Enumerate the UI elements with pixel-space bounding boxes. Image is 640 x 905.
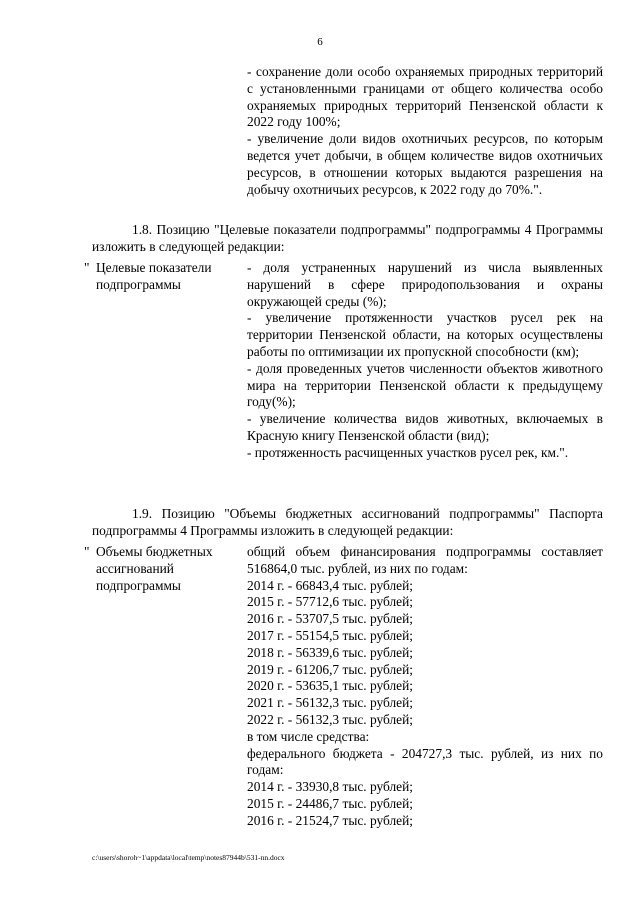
budget-federal: федерального бюджета - 204727,3 тыс. рублей, из них по годам:	[247, 745, 603, 778]
budget-year: 2019 г. - 61206,7 тыс. рублей;	[247, 661, 413, 677]
section-1-9-text: 1.9. Позицию "Объемы бюджетных ассигнований подпрограммы" Паспорта подпрограммы 4 Программы изложить в следующей редакции:	[92, 506, 603, 538]
section-1-9-intro	[92, 506, 603, 540]
target-item: - доля устраненных нарушений из числа выявленных нарушений в сфере природопользования и охраны окружающей среды (%);	[247, 260, 603, 309]
budget-including: в том числе средства:	[247, 728, 370, 744]
section-1-8-intro	[92, 222, 603, 256]
budget-intro: общий объем финансирования подпрограммы составляет 516864,0 тыс. рублей, из них по годам:	[247, 544, 603, 576]
quote-mark: "	[84, 260, 90, 275]
targets-list	[247, 260, 603, 462]
budget-year: 2021 г. - 56132,3 тыс. рублей;	[247, 695, 413, 711]
footer-file-path: c:\users\shoroh~1\appdata\local\temp\notes87944b\531-nn.docx	[92, 853, 285, 862]
top-block	[247, 64, 603, 198]
federal-year: 2015 г. - 24486,7 тыс. рублей;	[247, 795, 413, 811]
federal-year: 2016 г. - 21524,7 тыс. рублей;	[247, 812, 413, 828]
budget-year: 2022 г. - 56132,3 тыс. рублей;	[247, 711, 413, 727]
budget-year: 2018 г. - 56339,6 тыс. рублей;	[247, 644, 413, 660]
targets-label: Целевые показатели подпрограммы	[96, 260, 212, 292]
quote-mark: "	[84, 544, 90, 559]
budget-year: 2016 г. - 53707,5 тыс. рублей;	[247, 611, 413, 627]
budget-year: 2020 г. - 53635,1 тыс. рублей;	[247, 678, 413, 694]
page-number: 6	[317, 36, 323, 48]
target-item: - увеличение количества видов животных, включаемых в Красную книгу Пензенской области (вид);	[247, 411, 603, 443]
top-block-item: - сохранение доли особо охраняемых природных территорий с установленными границами от общего количества особо охраняемых природных территорий Пензенской области к 2022 году 100%;	[247, 64, 603, 130]
budget-year: 2014 г. - 66843,4 тыс. рублей;	[247, 577, 413, 593]
target-item: - протяженность расчищенных участков русел рек, км.".	[247, 444, 569, 460]
budget-list	[247, 544, 603, 830]
target-item: - увеличение протяженности участков русел рек на территории Пензенской области, на которых осуществлены работы по оптимизации их пропускной способности (км);	[247, 310, 603, 359]
target-item: - доля проведенных учетов численности объектов животного мира на территории Пензенской области к предыдущему году(%);	[247, 360, 603, 410]
section-1-8-text: 1.8. Позицию "Целевые показатели подпрограммы" подпрограммы 4 Программы изложить в следующей редакции:	[92, 222, 603, 254]
budget-label: Объемы бюджетных ассигнований подпрограммы	[96, 544, 213, 593]
budget-year: 2017 г. - 55154,5 тыс. рублей;	[247, 627, 413, 643]
top-block-item: - увеличение доли видов охотничьих ресурсов, по которым ведется учет добычи, в общем количестве видов охотничьих ресурсов, в отношении которых выдаются разрешения на добычу охотничьих ресурсов, к 2022 году до 70%.".	[247, 131, 603, 197]
federal-year: 2014 г. - 33930,8 тыс. рублей;	[247, 779, 413, 795]
budget-year: 2015 г. - 57712,6 тыс. рублей;	[247, 594, 413, 610]
